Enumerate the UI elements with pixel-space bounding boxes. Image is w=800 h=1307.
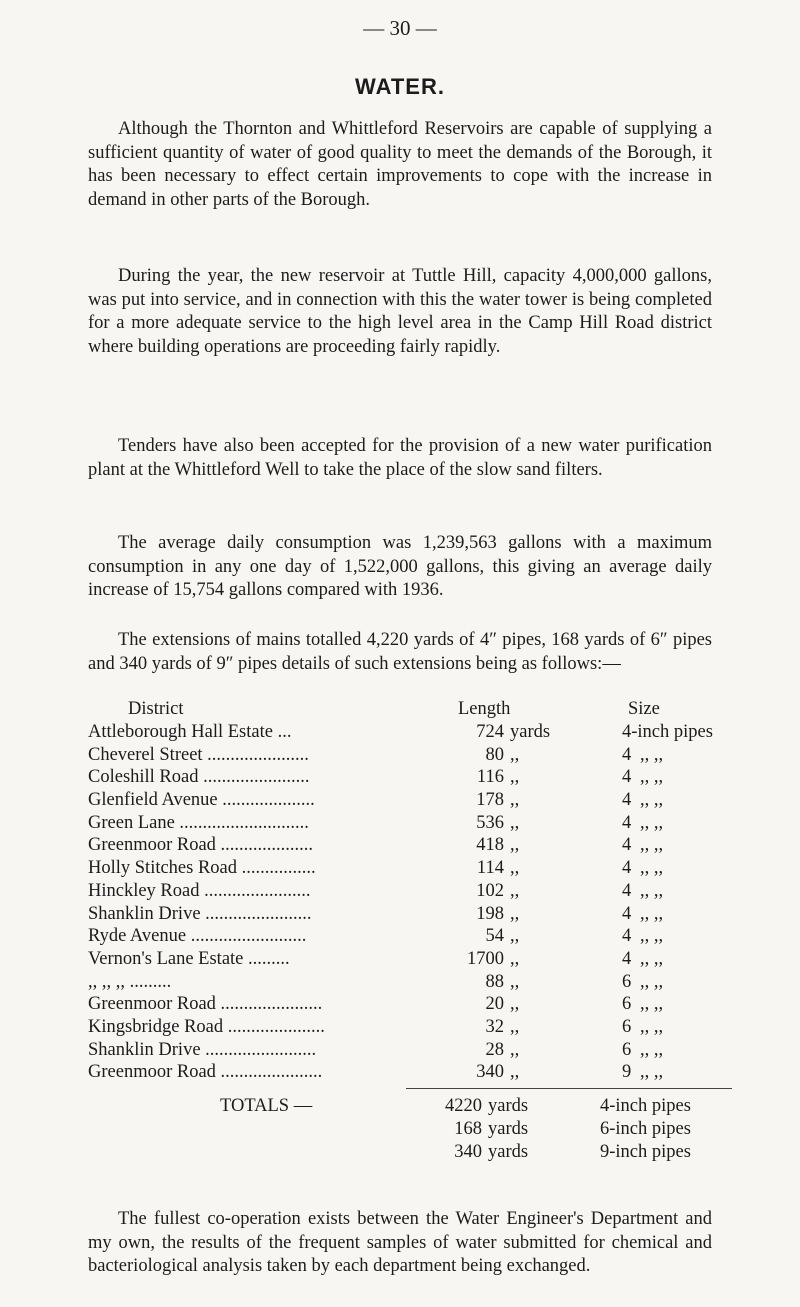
length-unit-cell: ,,: [510, 858, 520, 879]
size-unit-cell: ,, ,,: [640, 744, 664, 765]
paragraph-tenders: Tenders have also been accepted for the provision of a new water purification plant at the Whittleford Well to take the place of the slow sand filters.: [88, 436, 712, 480]
size-unit-cell: ,, ,,: [640, 1062, 664, 1083]
district-cell: Greenmoor Road ....................: [88, 835, 314, 856]
page-number: — 30 —: [363, 16, 437, 40]
table-row: [88, 881, 728, 904]
size-cell: 9: [622, 1062, 632, 1083]
district-cell: Holly Stitches Road ................: [88, 858, 316, 879]
length-unit-cell: ,,: [510, 1039, 520, 1060]
table-row: [88, 722, 728, 745]
table-row: [88, 745, 728, 768]
length-unit-cell: ,,: [510, 971, 520, 992]
length-cell: 1700: [467, 948, 504, 969]
district-cell: Ryde Avenue .........................: [88, 926, 307, 947]
length-unit-cell: ,,: [510, 1062, 520, 1083]
size-cell: 4: [622, 903, 632, 924]
size-unit-cell: ,, ,,: [640, 790, 664, 811]
totals-unit: yards: [488, 1119, 529, 1139]
paragraph-tuttle-hill: During the year, the new reservoir at Tuttle Hill, capacity 4,000,000 gallons, was put into service, and in connection with this the water tower is being completed for a more adequate service to the high level area in the Camp Hill Road district where building operations are proceeding fairly rapidly.: [88, 266, 712, 357]
size-cell: 4: [622, 767, 632, 788]
length-unit-cell: ,,: [510, 994, 520, 1015]
size-unit-cell: ,, ,,: [640, 994, 664, 1015]
header-district: District: [128, 699, 184, 719]
length-unit-cell: ,,: [510, 790, 520, 811]
totals-block: [88, 1096, 728, 1165]
length-unit-cell: ,,: [510, 1016, 520, 1037]
length-unit-cell: ,,: [510, 948, 520, 969]
size-unit-cell: ,, ,,: [640, 1016, 664, 1037]
length-cell: 536: [476, 812, 504, 833]
size-unit-cell: ,, ,,: [640, 926, 664, 947]
length-cell: 28: [485, 1039, 504, 1060]
district-cell: Hinckley Road .......................: [88, 880, 311, 901]
length-cell: 88: [485, 971, 504, 992]
size-unit-cell: ,, ,,: [640, 812, 664, 833]
size-cell: 6: [622, 971, 632, 992]
totals-row: [88, 1142, 728, 1165]
length-unit-cell: yards: [510, 722, 551, 742]
header-length: Length: [458, 699, 511, 719]
table-row: [88, 813, 728, 836]
table-row: [88, 949, 728, 972]
district-cell: Glenfield Avenue ....................: [88, 790, 315, 811]
extensions-table: [88, 722, 728, 1085]
table-row: [88, 767, 728, 790]
district-cell: Vernon's Lane Estate .........: [88, 948, 290, 969]
length-cell: 198: [476, 903, 504, 924]
length-unit-cell: ,,: [510, 812, 520, 833]
size-unit-cell: ,, ,,: [640, 971, 664, 992]
length-cell: 418: [476, 835, 504, 856]
size-unit-cell: ,, ,,: [640, 903, 664, 924]
totals-rule: [406, 1088, 732, 1089]
size-cell: 4: [622, 835, 632, 856]
length-cell: 114: [476, 858, 504, 879]
district-cell: Greenmoor Road ......................: [88, 994, 323, 1015]
totals-size: 4-inch pipes: [600, 1096, 691, 1116]
district-cell: Shanklin Drive ........................: [88, 1039, 317, 1060]
totals-unit: yards: [488, 1096, 529, 1116]
size-cell: 6: [622, 1016, 632, 1037]
paragraph-consumption: The average daily consumption was 1,239,563 gallons with a maximum consumption in any one day of 1,522,000 gallons, this giving an average daily increase of 15,754 gallons compared with 1936.: [88, 533, 712, 600]
totals-unit: yards: [488, 1142, 529, 1162]
paragraph-reservoirs: Although the Thornton and Whittleford Reservoirs are capable of supplying a sufficient quantity of water of good quality to meet the demands of the Borough, it has been necessary to effect certain improvements to cope with the increase in demand in other parts of the Borough.: [88, 119, 712, 210]
totals-value: 168: [454, 1119, 482, 1139]
size-cell: 4: [622, 790, 632, 811]
size-cell: 4: [622, 948, 632, 969]
length-unit-cell: ,,: [510, 835, 520, 856]
district-cell: Shanklin Drive .......................: [88, 903, 312, 924]
length-cell: 102: [476, 880, 504, 901]
size-cell: 4: [622, 926, 632, 947]
length-cell: 32: [485, 1016, 504, 1037]
totals-row: [88, 1119, 728, 1142]
length-cell: 80: [485, 744, 504, 765]
length-unit-cell: ,,: [510, 880, 520, 901]
table-header: [88, 699, 728, 723]
table-row: [88, 972, 728, 995]
totals-row: [88, 1096, 728, 1119]
district-cell: Attleborough Hall Estate ...: [88, 722, 292, 742]
size-unit-cell: ,, ,,: [640, 880, 664, 901]
paragraph-extensions: The extensions of mains totalled 4,220 yards of 4″ pipes, 168 yards of 6″ pipes and 340 yards of 9″ pipes details of such extensions being as follows:—: [88, 630, 712, 674]
totals-value: 340: [454, 1142, 482, 1162]
size-cell: 4: [622, 744, 632, 765]
size-cell: 4: [622, 880, 632, 901]
length-cell: 178: [476, 790, 504, 811]
table-row: [88, 904, 728, 927]
length-unit-cell: ,,: [510, 926, 520, 947]
table-row: [88, 858, 728, 881]
district-cell: Cheverel Street ......................: [88, 744, 309, 765]
length-cell: 20: [485, 994, 504, 1015]
totals-label: TOTALS —: [220, 1096, 313, 1116]
header-size: Size: [628, 699, 660, 719]
size-cell: 6: [622, 1039, 632, 1060]
size-unit-cell: ,, ,,: [640, 1039, 664, 1060]
table-row: [88, 994, 728, 1017]
district-cell: Kingsbridge Road .....................: [88, 1016, 325, 1037]
totals-value: 4220: [445, 1096, 482, 1116]
size-cell: 4: [622, 858, 632, 879]
length-cell: 54: [485, 926, 504, 947]
length-cell: 724: [476, 722, 504, 742]
size-unit-cell: ,, ,,: [640, 858, 664, 879]
length-cell: 340: [476, 1062, 504, 1083]
size-cell: 4: [622, 812, 632, 833]
table-row: [88, 926, 728, 949]
district-cell: Greenmoor Road ......................: [88, 1062, 323, 1083]
totals-size: 6-inch pipes: [600, 1119, 691, 1139]
district-cell: Coleshill Road .......................: [88, 767, 310, 788]
table-row: [88, 835, 728, 858]
table-row: [88, 1040, 728, 1063]
table-row: [88, 1062, 728, 1085]
table-row: [88, 790, 728, 813]
table-row: [88, 1017, 728, 1040]
length-unit-cell: ,,: [510, 903, 520, 924]
district-cell: Green Lane ............................: [88, 812, 309, 833]
size-unit-cell: ,, ,,: [640, 767, 664, 788]
district-cell: ,, ,, ,, .........: [88, 971, 172, 992]
length-cell: 116: [476, 767, 504, 788]
paragraph-cooperation: The fullest co-operation exists between the Water Engineer's Department and my own, the results of the frequent samples of water submitted for chemical and bacteriological analysis taken by each department being exchanged.: [88, 1209, 712, 1276]
totals-size: 9-inch pipes: [600, 1142, 691, 1162]
section-title: WATER.: [355, 74, 445, 99]
size-cell: 6: [622, 994, 632, 1015]
size-cell: 4-inch pipes: [622, 722, 713, 742]
size-unit-cell: ,, ,,: [640, 835, 664, 856]
size-unit-cell: ,, ,,: [640, 948, 664, 969]
length-unit-cell: ,,: [510, 744, 520, 765]
length-unit-cell: ,,: [510, 767, 520, 788]
